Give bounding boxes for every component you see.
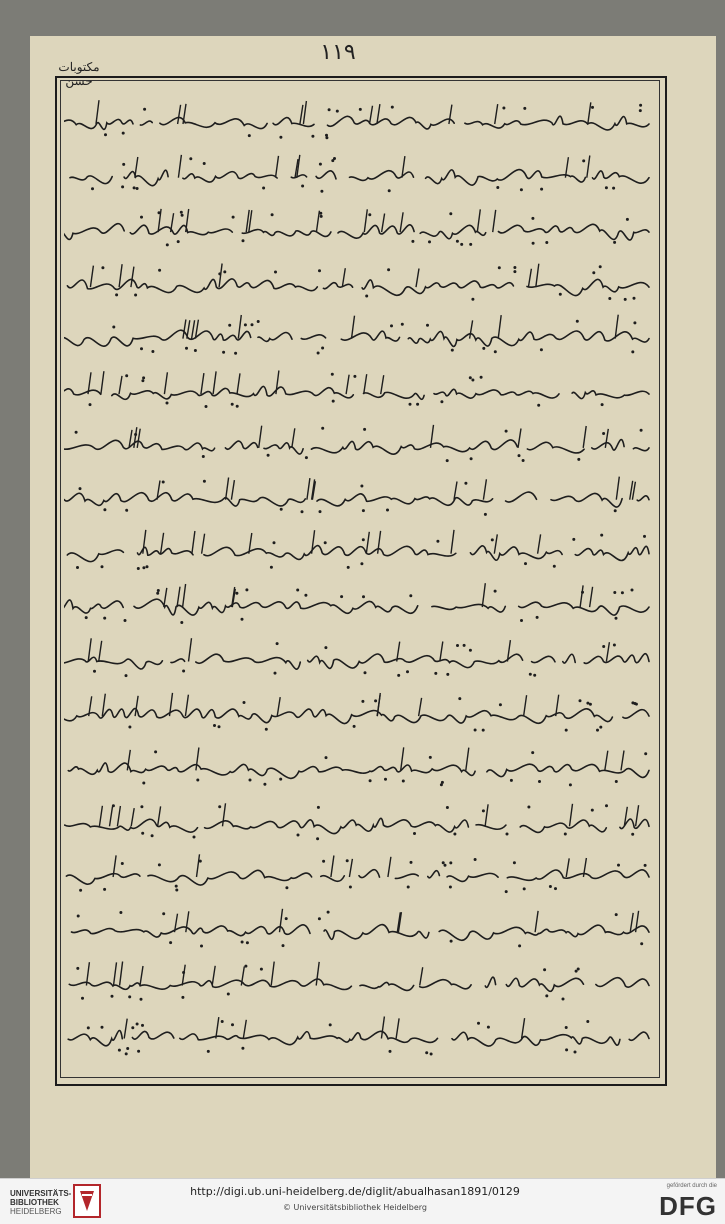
logo-line-3: HEIDELBERG: [10, 1207, 62, 1216]
handwritten-line: [64, 629, 654, 683]
handwritten-line: [64, 952, 654, 1006]
handwriting-stroke: [64, 583, 654, 627]
handwritten-line: [64, 1006, 654, 1060]
handwriting-stroke: [64, 745, 654, 789]
handwritten-line: [64, 844, 654, 898]
permalink[interactable]: http://digi.ub.uni-heidelberg.de/diglit/abualhasan1891/0129: [190, 1185, 520, 1198]
handwriting-stroke: [64, 852, 654, 896]
running-head: مکتوبات حسن: [58, 60, 100, 88]
viewer-footer: [0, 1178, 725, 1224]
handwriting-stroke: [64, 206, 654, 250]
handwritten-line: [64, 413, 654, 467]
handwritten-line: [64, 252, 654, 306]
funder-logo[interactable]: DFG: [659, 1191, 717, 1221]
handwritten-line: [64, 737, 654, 791]
funding-note: gefördert durch die: [666, 1183, 717, 1189]
handwriting-stroke: [64, 529, 654, 573]
handwriting-stroke: [64, 906, 654, 950]
handwriting-stroke: [64, 691, 654, 735]
handwritten-line: [64, 898, 654, 952]
handwriting-stroke: [64, 637, 654, 681]
handwriting-stroke: [64, 1014, 654, 1058]
library-emblem-icon: [72, 1183, 102, 1219]
handwriting-stroke: [64, 799, 654, 843]
handwritten-line: [64, 575, 654, 629]
handwritten-line: [64, 467, 654, 521]
logo-line-1: UNIVERSITÄTS-: [10, 1189, 72, 1198]
handwriting-stroke: [64, 260, 654, 304]
handwritten-line: [64, 90, 654, 144]
handwritten-line: [64, 791, 654, 845]
handwriting-stroke: [64, 367, 654, 411]
handwritten-line: [64, 198, 654, 252]
handwriting-stroke: [64, 152, 654, 196]
handwriting-stroke: [64, 960, 654, 1004]
handwritten-line: [64, 683, 654, 737]
handwriting-stroke: [64, 98, 654, 142]
handwritten-text-block: [64, 90, 654, 1060]
handwritten-line: [64, 521, 654, 575]
handwriting-stroke: [64, 421, 654, 465]
logo-line-2: BIBLIOTHEK: [10, 1198, 59, 1207]
handwritten-line: [64, 306, 654, 360]
handwritten-line: [64, 144, 654, 198]
copyright-notice: © Universitätsbibliothek Heidelberg: [282, 1203, 427, 1212]
page-number: ۱۱۹: [320, 40, 356, 65]
handwritten-line: [64, 359, 654, 413]
handwriting-stroke: [64, 314, 654, 358]
handwriting-stroke: [64, 475, 654, 519]
